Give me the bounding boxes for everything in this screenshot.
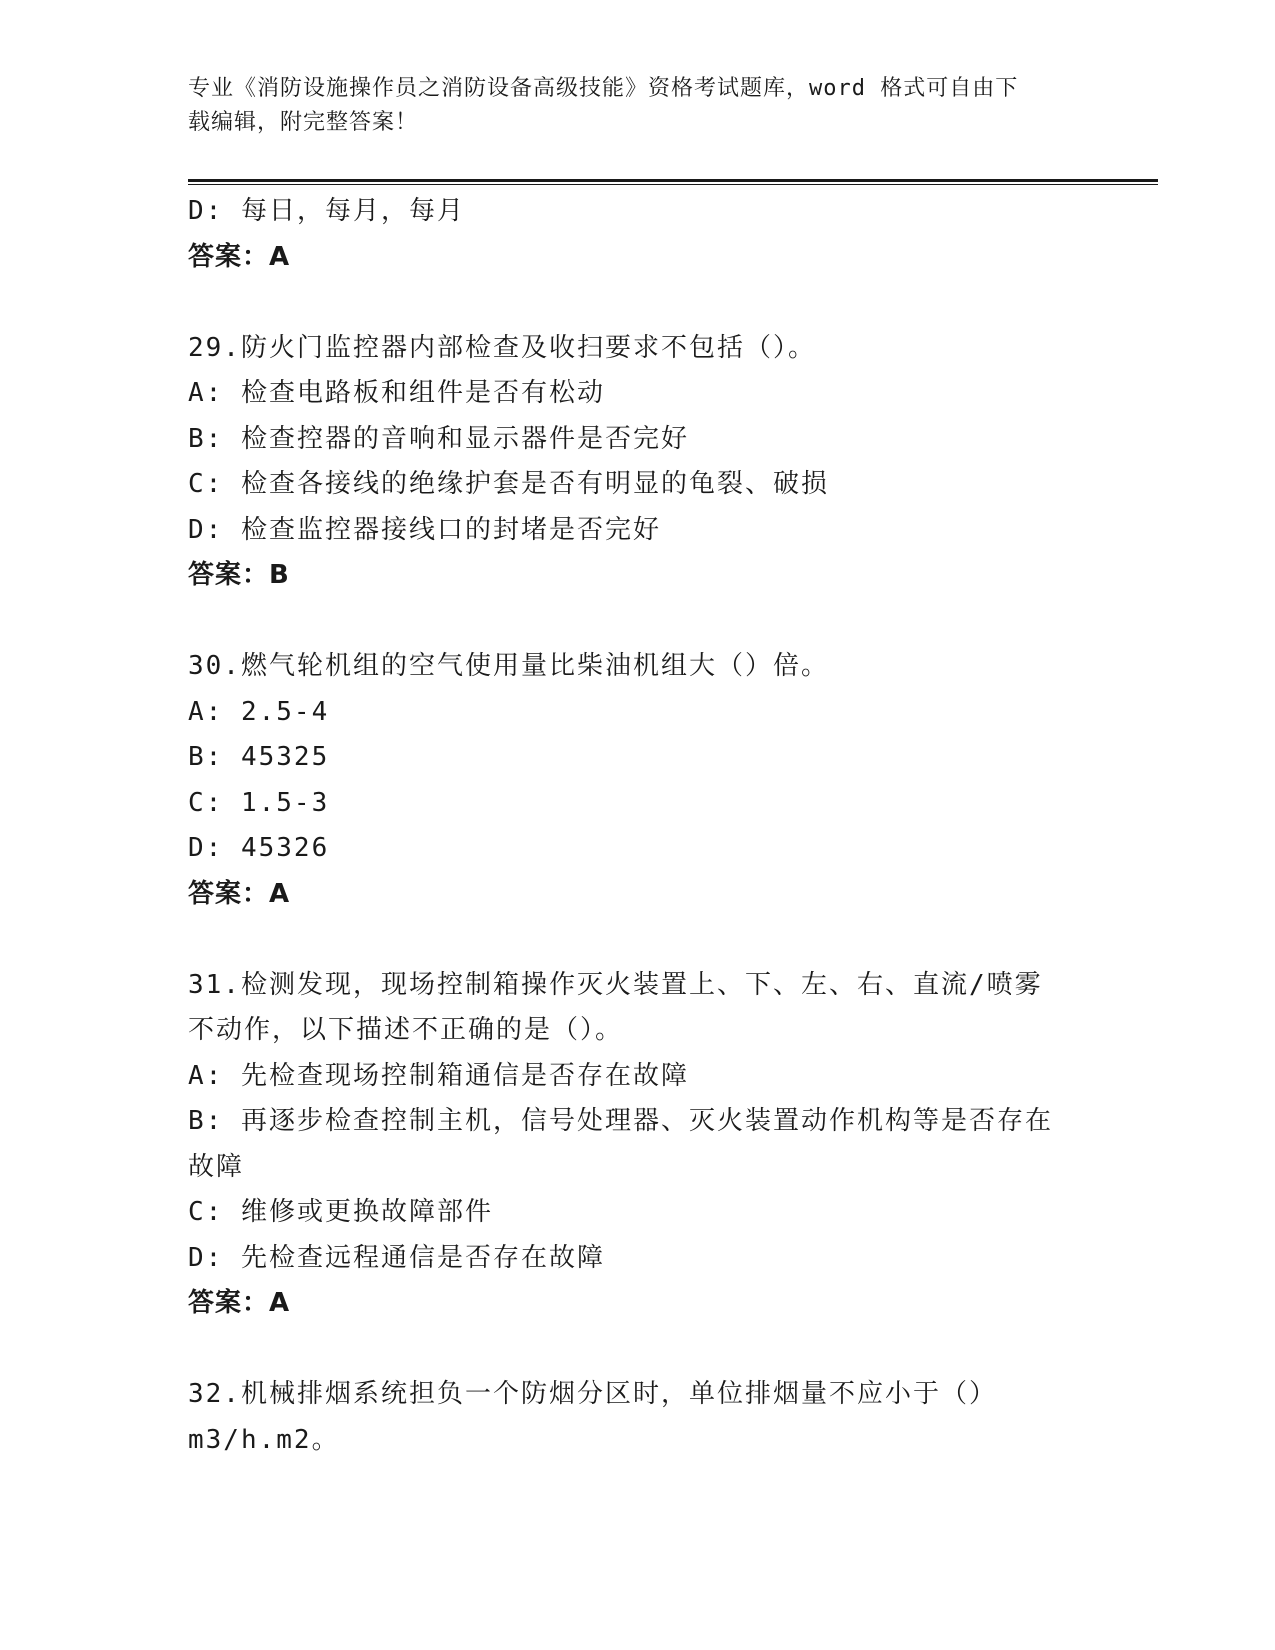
answer-label: 答案：A [188,878,291,909]
question-29 [188,326,1088,599]
answer-label: 答案：A [188,241,291,272]
spacer [188,1327,1088,1373]
question-list [188,189,1088,1463]
header-divider-thin [188,184,1158,185]
spacer [188,917,1088,963]
option-d: D: 先检查远程通信是否存在故障 [188,1242,605,1273]
option-d: D: 每日，每月，每月 [188,196,465,226]
option-a: A: 检查电路板和组件是否有松动 [188,378,605,408]
question-31 [188,963,1088,1327]
option-a: A: 先检查现场控制箱通信是否存在故障 [188,1060,689,1091]
option-c: C: 维修或更换故障部件 [188,1197,493,1227]
option-d: D: 45326 [188,833,330,863]
option-b: B: 45325 [188,742,330,772]
option-b-line-1: B: 再逐步检查控制主机，信号处理器、灭火装置动作机构等是否存在 [188,1106,1053,1136]
spacer [188,280,1088,326]
question-stem-line-1: 32.机械排烟系统担负一个防烟分区时，单位排烟量不应小于（） [188,1379,997,1409]
question-stem: 29.防火门监控器内部检查及收扫要求不包括（）。 [188,332,816,363]
answer-label: 答案：B [188,560,290,590]
question-28-tail [188,189,1088,280]
header-line-2: 载编辑，附完整答案！ [188,110,419,135]
document-header [188,72,1068,140]
question-stem: 30.燃气轮机组的空气使用量比柴油机组大（）倍。 [188,651,829,681]
option-d: D: 检查监控器接线口的封堵是否完好 [188,514,661,545]
question-stem-line-2: 不动作，以下描述不正确的是（）。 [188,1015,624,1045]
answer-label: 答案：A [188,1288,291,1318]
spacer [188,599,1088,645]
question-stem-line-2: m3/h.m2。 [188,1424,340,1455]
header-divider-thick [188,179,1158,182]
option-b-line-2: 故障 [188,1151,245,1182]
header-line-1: 专业《消防设施操作员之消防设备高级技能》资格考试题库，word 格式可自由下 [188,76,1019,101]
question-30 [188,644,1088,917]
option-c: C: 1.5-3 [188,787,330,818]
option-a: A: 2.5-4 [188,696,330,727]
question-stem-line-1: 31.检测发现，现场控制箱操作灭火装置上、下、左、右、直流/喷雾 [188,969,1043,1000]
option-b: B: 检查控器的音响和显示器件是否完好 [188,423,689,454]
question-32 [188,1372,1088,1463]
option-c: C: 检查各接线的绝缘护套是否有明显的龟裂、破损 [188,469,829,499]
